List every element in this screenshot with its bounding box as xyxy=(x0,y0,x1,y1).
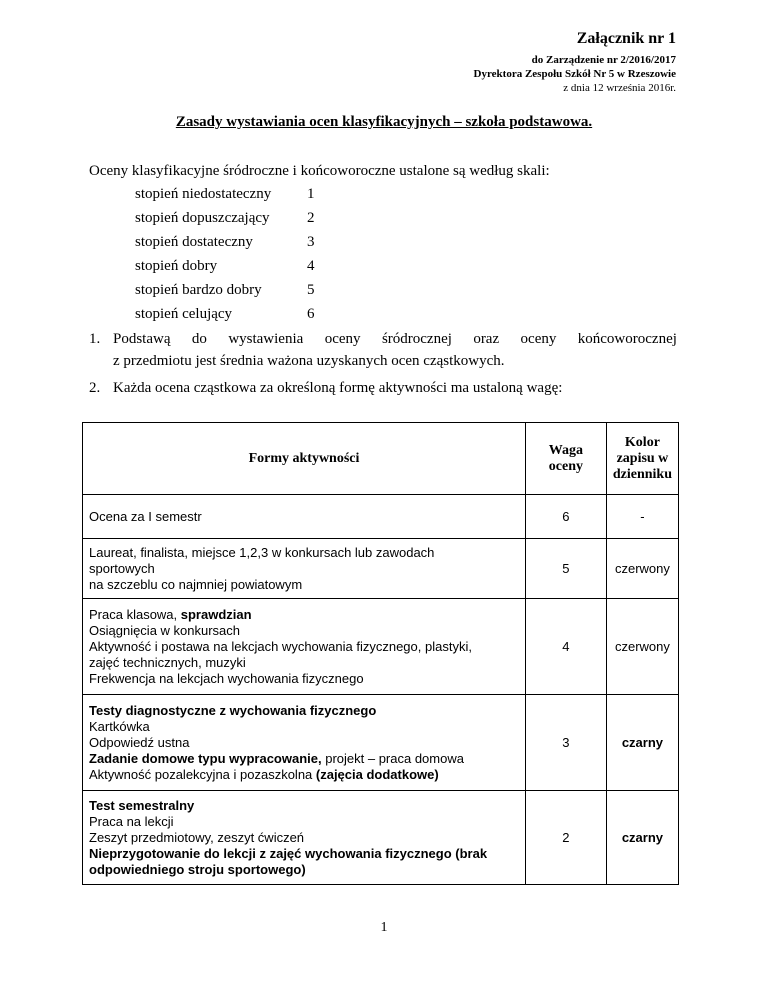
scale-value: 5 xyxy=(307,282,315,298)
scale-row xyxy=(135,186,335,203)
form-cell xyxy=(83,695,526,791)
scale-label: stopień celujący xyxy=(135,306,233,322)
header-date: z dnia 12 września 2016r. xyxy=(563,82,676,94)
scale-label: stopień niedostateczny xyxy=(135,186,272,202)
scale-label: stopień dopuszczający xyxy=(135,210,270,226)
intro-paragraph: Oceny klasyfikacyjne śródroczne i końcoworoczne ustalone są według skali: xyxy=(89,163,550,179)
item-text: Każda ocena cząstkowa za określoną formę aktywności ma ustaloną wagę: xyxy=(113,380,563,396)
scale-row xyxy=(135,210,335,227)
waga-cell: 5 xyxy=(525,539,606,599)
form-text: Aktywność pozalekcyjna i pozaszkolna xyxy=(89,766,316,782)
form-cell xyxy=(83,599,526,695)
page-number: 1 xyxy=(380,920,388,935)
table-row xyxy=(83,495,679,539)
form-line xyxy=(89,767,519,783)
scale-value: 2 xyxy=(307,210,315,226)
form-line: Osiągnięcia w konkursach xyxy=(89,622,241,638)
scale-label: stopień dobry xyxy=(135,258,218,274)
scale-label: stopień bardzo dobry xyxy=(135,282,262,298)
form-text: Praca klasowa, xyxy=(89,606,181,622)
waga-cell: 3 xyxy=(525,695,606,791)
scale-value: 1 xyxy=(307,186,315,202)
word: oceny xyxy=(324,331,361,347)
form-text-bold: sprawdzian xyxy=(180,606,252,622)
document-title: Zasady wystawiania ocen klasyfikacyjnych – szkoła podstawowa. xyxy=(175,114,593,130)
waga-cell: 4 xyxy=(525,599,606,695)
form-line: odpowiedniego stroju sportowego) xyxy=(89,861,306,877)
attachment-title: Załącznik nr 1 xyxy=(576,30,676,47)
scale-value: 4 xyxy=(307,258,315,274)
scale-row xyxy=(135,234,335,251)
scale-label: stopień dostateczny xyxy=(135,234,253,250)
header-waga: Waga oceny xyxy=(525,423,606,495)
word: wystawienia xyxy=(228,331,304,347)
kolor-cell: czerwony xyxy=(606,599,678,695)
table-row xyxy=(83,695,679,791)
scale-value: 3 xyxy=(307,234,315,250)
word: śródrocznej xyxy=(381,331,452,347)
word: Podstawą xyxy=(113,331,171,347)
word: końcoworocznej xyxy=(577,331,677,347)
activity-weights-table xyxy=(82,422,679,885)
form-cell xyxy=(83,791,526,885)
form-line: Frekwencja na lekcjach wychowania fizycznego xyxy=(89,670,364,686)
word: oraz xyxy=(473,331,500,347)
header-ordinance: do Zarządzenie nr 2/2016/2017 xyxy=(531,54,676,66)
form-line xyxy=(89,751,519,767)
form-line: Odpowiedź ustna xyxy=(89,734,190,750)
form-line: Aktywność i postawa na lekcjach wychowania fizycznego, plastyki, xyxy=(89,638,472,654)
form-text: projekt – praca domowa xyxy=(321,750,464,766)
kolor-cell: czarny xyxy=(606,791,678,885)
table-row xyxy=(83,539,679,599)
item-line: z przedmiotu jest średnia ważona uzyskanych ocen cząstkowych. xyxy=(113,353,505,369)
waga-cell: 2 xyxy=(525,791,606,885)
kolor-cell: - xyxy=(606,495,678,539)
form-line: zajęć technicznych, muzyki xyxy=(89,654,246,670)
form-line: Laureat, finalista, miejsce 1,2,3 w konkursach lub zawodach xyxy=(89,544,435,560)
word: do xyxy=(191,331,207,347)
list-marker: 1. xyxy=(89,331,101,347)
scale-value: 6 xyxy=(307,306,315,322)
list-marker: 2. xyxy=(89,380,101,396)
kolor-cell: czerwony xyxy=(606,539,678,599)
form-line: Nieprzygotowanie do lekcji z zajęć wychowania fizycznego (brak xyxy=(89,845,488,861)
scale-row xyxy=(135,282,335,299)
table-row xyxy=(83,599,679,695)
form-line: sportowych xyxy=(89,560,155,576)
form-line: Ocena za I semestr xyxy=(89,508,202,524)
form-line: Kartkówka xyxy=(89,718,150,734)
form-line: Praca na lekcji xyxy=(89,813,174,829)
form-line: Test semestralny xyxy=(89,797,195,813)
item-line-justified xyxy=(113,331,677,348)
header-kolor: Kolor zapisu w dzienniku xyxy=(606,423,678,495)
form-line: Zeszyt przedmiotowy, zeszyt ćwiczeń xyxy=(89,829,305,845)
form-line: Testy diagnostyczne z wychowania fizycznego xyxy=(89,702,377,718)
list-item xyxy=(89,331,677,370)
waga-cell: 6 xyxy=(525,495,606,539)
form-cell xyxy=(83,495,526,539)
form-cell xyxy=(83,539,526,599)
word: oceny xyxy=(520,331,557,347)
header-forms: Formy aktywności xyxy=(83,423,526,495)
table-row xyxy=(83,791,679,885)
form-text-bold: Zadanie domowe typu wypracowanie, xyxy=(89,750,322,766)
form-line xyxy=(89,607,519,623)
header-director: Dyrektora Zespołu Szkół Nr 5 w Rzeszowie xyxy=(473,68,676,80)
scale-row xyxy=(135,258,335,275)
table-header-row xyxy=(83,423,679,495)
form-text-bold: (zajęcia dodatkowe) xyxy=(315,766,439,782)
form-line: na szczeblu co najmniej powiatowym xyxy=(89,576,303,592)
list-item xyxy=(89,380,677,397)
kolor-cell: czarny xyxy=(606,695,678,791)
scale-row xyxy=(135,306,335,323)
